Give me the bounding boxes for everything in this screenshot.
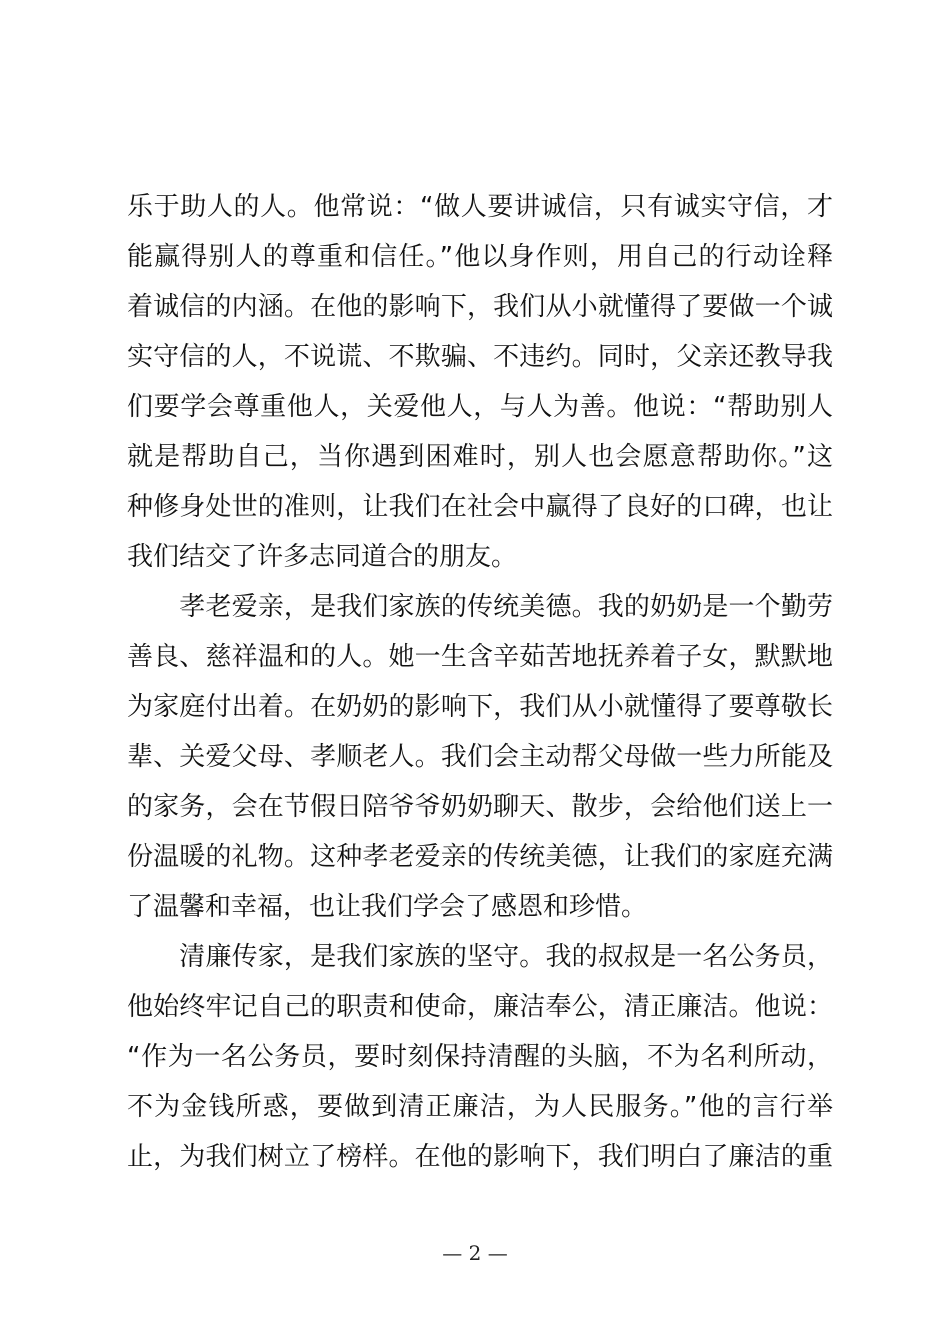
paragraph-end-line: 了温馨和幸福，也让我们学会了感恩和珍惜。 [127,892,648,922]
paragraph-end-line: 我们结交了许多志同道合的朋友。 [127,542,518,572]
text-line: 他始终牢记自己的职责和使命，廉洁奉公，清正廉洁。他说： [127,992,833,1022]
text-line: 实守信的人，不说谎、不欺骗、不违约。同时，父亲还教导我 [127,342,833,372]
text-line: 能赢得别人的尊重和信任。”他以身作则，用自己的行动诠释 [127,242,833,272]
text-line: 乐于助人的人。他常说：“做人要讲诚信，只有诚实守信，才 [127,192,833,222]
text-line: “作为一名公务员，要时刻保持清醒的头脑，不为名利所动， [127,1042,833,1072]
text-line: 着诚信的内涵。在他的影响下，我们从小就懂得了要做一个诚 [127,292,833,322]
paragraph-start-line: 清廉传家，是我们家族的坚守。我的叔叔是一名公务员， [127,942,833,972]
page-number: — 2 — [442,1241,508,1265]
paragraph-start-line: 孝老爱亲，是我们家族的传统美德。我的奶奶是一个勤劳 [127,592,833,622]
text-line: 善良、慈祥温和的人。她一生含辛茹苦地抚养着子女，默默地 [127,642,833,672]
text-line: 就是帮助自己，当你遇到困难时，别人也会愿意帮助你。”这 [127,442,833,472]
text-line: 份温暖的礼物。这种孝老爱亲的传统美德，让我们的家庭充满 [127,842,833,872]
text-line: 的家务，会在节假日陪爷爷奶奶聊天、散步，会给他们送上一 [127,792,833,822]
text-line: 不为金钱所惑，要做到清正廉洁，为人民服务。”他的言行举 [127,1092,833,1122]
document-body [127,182,833,1182]
text-line: 种修身处世的准则，让我们在社会中赢得了良好的口碑，也让 [127,492,833,522]
text-line: 止，为我们树立了榜样。在他的影响下，我们明白了廉洁的重 [127,1142,833,1172]
text-line: 们要学会尊重他人，关爱他人，与人为善。他说：“帮助别人 [127,392,833,422]
text-line: 为家庭付出着。在奶奶的影响下，我们从小就懂得了要尊敬长 [127,692,833,722]
text-line: 辈、关爱父母、孝顺老人。我们会主动帮父母做一些力所能及 [127,742,833,772]
